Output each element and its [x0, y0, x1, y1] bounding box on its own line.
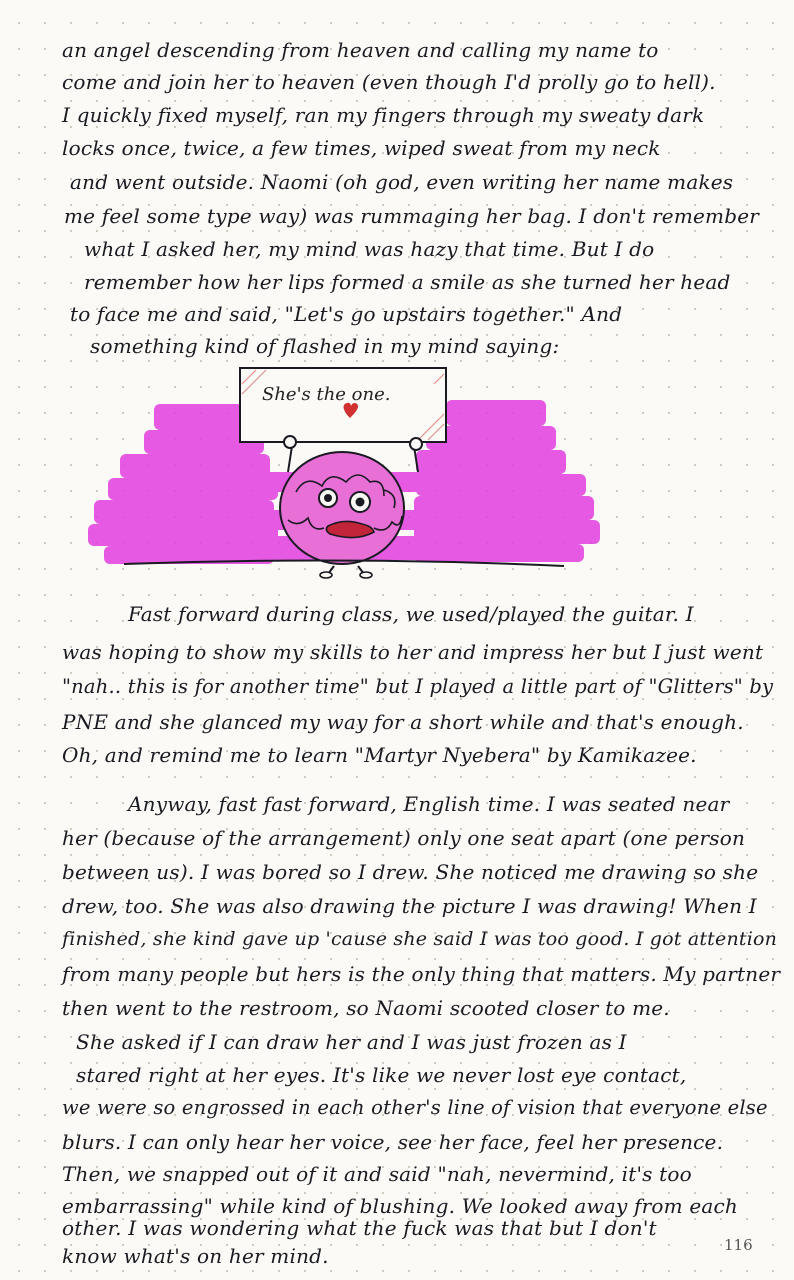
- text-line: other. I was wondering what the fuck was that but I don't: [62, 1216, 657, 1240]
- sign-text: She's the one.: [262, 384, 391, 405]
- text-line: and went outside. Naomi (oh god, even writing her name makes: [70, 170, 734, 194]
- text-line: from many people but hers is the only thing that matters. My partner: [62, 962, 781, 986]
- sign-board: [240, 368, 446, 442]
- text-line: something kind of flashed in my mind saying:: [90, 334, 560, 358]
- text-line: Then, we snapped out of it and said "nah, nevermind, it's too: [62, 1162, 692, 1186]
- text-line: "nah.. this is for another time" but I played a little part of "Glitters" by: [62, 675, 774, 698]
- text-line: me feel some type way) was rummaging her bag. I don't remember: [64, 204, 759, 228]
- page-number: 116: [724, 1236, 753, 1254]
- text-line: to face me and said, "Let's go upstairs together." And: [70, 302, 623, 326]
- text-line: embarrassing" while kind of blushing. We looked away from each: [62, 1194, 739, 1218]
- text-line: was hoping to show my skills to her and impress her but I just went: [62, 640, 764, 664]
- text-line: blurs. I can only hear her voice, see her face, feel her presence.: [62, 1130, 724, 1154]
- text-line: we were so engrossed in each other's line of vision that everyone else: [62, 1096, 768, 1119]
- text-line: PNE and she glanced my way for a short while and that's enough.: [62, 710, 744, 734]
- text-line: She asked if I can draw her and I was just frozen as I: [76, 1030, 627, 1054]
- text-line: then went to the restroom, so Naomi scooted closer to me.: [62, 996, 670, 1020]
- text-line: remember how her lips formed a smile as she turned her head: [84, 270, 731, 294]
- text-line: what I asked her, my mind was hazy that time. But I do: [84, 237, 655, 261]
- text-line: her (because of the arrangement) only one seat apart (one person: [62, 826, 746, 850]
- text-line: an angel descending from heaven and calling my name to: [62, 38, 659, 62]
- text-line: Fast forward during class, we used/played the guitar. I: [128, 602, 694, 626]
- text-line: stared right at her eyes. It's like we never lost eye contact,: [76, 1063, 687, 1087]
- text-line: Oh, and remind me to learn "Martyr Nyebera" by Kamikazee.: [62, 743, 697, 767]
- text-line: locks once, twice, a few times, wiped sweat from my neck: [62, 136, 661, 160]
- text-line: drew, too. She was also drawing the picture I was drawing! When I: [62, 894, 757, 918]
- text-line: I quickly fixed myself, ran my fingers through my sweaty dark: [62, 103, 705, 127]
- text-line: between us). I was bored so I drew. She noticed me drawing so she: [62, 860, 759, 884]
- text-line: finished, she kind gave up 'cause she said I was too good. I got attention: [62, 928, 778, 950]
- text-line: know what's on her mind.: [62, 1244, 329, 1268]
- text-line: come and join her to heaven (even though I'd prolly go to hell).: [62, 70, 716, 94]
- text-line: Anyway, fast fast forward, English time. I was seated near: [128, 792, 730, 816]
